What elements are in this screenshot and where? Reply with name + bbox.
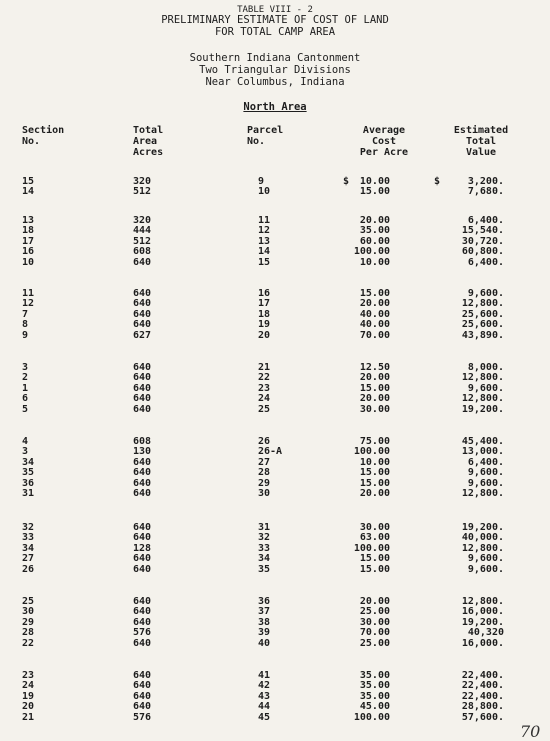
cell-cost: 70.00 [359, 627, 390, 639]
cell-area: 640 [133, 372, 152, 384]
cell-value: 8,000. [467, 362, 504, 373]
cell-sec: 16 [22, 246, 35, 258]
cell-area: 640 [133, 637, 152, 649]
cell-area: 640 [133, 393, 152, 405]
cell-parcel: 31 [258, 522, 271, 533]
cell-cost: 35.00 [359, 680, 390, 692]
cell-area: 640 [133, 680, 152, 692]
cell-cost: 45.00 [359, 701, 390, 713]
cell-cost: 10.00 [359, 456, 390, 468]
cell-parcel: 27 [258, 456, 271, 468]
col-header-value-line3: Value [465, 147, 497, 158]
cell-sec: 24 [22, 680, 35, 692]
cell-parcel: 44 [258, 701, 271, 713]
cell-area: 640 [133, 563, 152, 575]
cell-area: 608 [133, 246, 152, 258]
cell-area: 640 [133, 690, 152, 702]
cell-sec: 28 [22, 627, 35, 639]
col-header-area-line3: Acres [133, 147, 164, 158]
cell-area: 640 [133, 606, 152, 618]
cell-cost: 40.00 [359, 319, 390, 331]
cell-value: 12,800. [461, 596, 504, 607]
col-header-value [450, 125, 512, 158]
cell-area: 576 [133, 627, 152, 639]
cell-value: 6,400. [467, 256, 504, 268]
cell-cost: 20.00 [359, 298, 390, 310]
cell-sec: 1 [22, 382, 29, 394]
cell-cost: 30.00 [359, 616, 390, 628]
cell-sec: 34 [22, 542, 35, 554]
cell-parcel: 36 [258, 596, 271, 607]
cell-parcel: 17 [258, 298, 271, 310]
cell-area: 640 [133, 467, 152, 479]
cell-cost: 15.00 [359, 477, 390, 489]
cell-sec: 35 [22, 467, 35, 479]
cell-sec: 10 [22, 256, 35, 268]
cell-cost: 30.00 [359, 522, 390, 533]
cell-value: 12,800. [461, 542, 504, 554]
cell-sec: 8 [22, 319, 29, 331]
cell-cost: 100.00 [353, 542, 390, 554]
cell-parcel: 33 [258, 542, 271, 554]
cell-area: 640 [133, 256, 152, 268]
cell-value: 28,800. [461, 701, 504, 713]
cell-sec: 22 [22, 637, 35, 649]
cell-cost: 15.00 [359, 467, 390, 479]
cell-value: 43,890. [461, 329, 504, 341]
cell-sec: 13 [22, 215, 35, 226]
cell-parcel: 37 [258, 606, 271, 618]
cell-parcel: 15 [258, 256, 271, 268]
cell-area: 128 [133, 542, 152, 554]
cell-cost: 10.00 [359, 256, 390, 268]
cell-sec: 7 [22, 308, 29, 320]
cell-cost: 20.00 [359, 488, 390, 499]
cell-value: 22,400. [461, 690, 504, 702]
cell-sec: 33 [22, 532, 35, 544]
col-header-cost-line2: Cost [371, 136, 397, 147]
cell-value: 12,800. [461, 372, 504, 384]
cell-cost: 100.00 [353, 246, 390, 258]
cell-sec: 4 [22, 436, 29, 447]
cell-cost: 20.00 [359, 393, 390, 405]
cell-sec: 3 [22, 362, 29, 373]
col-header-area-line2: Area [133, 136, 158, 147]
cell-value: 13,000. [461, 446, 504, 458]
col-header-area [133, 125, 163, 158]
cell-sec: 2 [22, 372, 29, 384]
cell-parcel: 38 [258, 616, 271, 628]
cell-area: 640 [133, 532, 152, 544]
col-header-value-line1: Estimated [453, 125, 509, 136]
cell-area: 576 [133, 711, 152, 723]
cell-area: 640 [133, 616, 152, 628]
cell-value: 16,000. [461, 606, 504, 618]
cell-area: 320 [133, 176, 152, 187]
cell-sec: 23 [22, 670, 35, 681]
document-title: PRELIMINARY ESTIMATE OF COST OF LAND [161, 14, 389, 26]
cell-sec: 21 [22, 711, 35, 723]
cell-sec: 15 [22, 176, 35, 187]
cell-value: 30,720. [461, 235, 504, 247]
cell-sec: 29 [22, 616, 35, 628]
document-title-line2: FOR TOTAL CAMP AREA [214, 26, 336, 38]
cell-sec: 32 [22, 522, 35, 533]
col-header-parcel [247, 125, 283, 147]
cell-value: 57,600. [461, 711, 504, 723]
col-header-parcel-line1: Parcel [247, 125, 284, 136]
cell-cost: 35.00 [359, 670, 390, 681]
cell-sec: 20 [22, 701, 35, 713]
cell-cost: 10.00 [359, 176, 390, 187]
cell-sec: 5 [22, 403, 29, 415]
cell-parcel: 25 [258, 403, 271, 415]
cell-cost: 15.00 [359, 186, 390, 198]
col-header-cost-line3: Per Acre [359, 147, 409, 158]
cell-sec: 17 [22, 235, 35, 247]
table-number: TABLE VIII - 2 [237, 5, 313, 15]
cell-parcel: 16 [258, 288, 271, 299]
cell-value: 6,400. [467, 215, 504, 226]
cell-value: 25,600. [461, 319, 504, 331]
cell-area: 627 [133, 329, 152, 341]
cell-parcel: 30 [258, 488, 271, 499]
cell-parcel: 32 [258, 532, 271, 544]
cell-cost: 20.00 [359, 372, 390, 384]
cell-parcel: 19 [258, 319, 271, 331]
cell-value: 15,540. [461, 225, 504, 237]
cell-cost: 40.00 [359, 308, 390, 320]
cell-parcel: 12 [258, 225, 271, 237]
cell-area: 640 [133, 670, 152, 681]
cell-cost: 35.00 [359, 690, 390, 702]
cell-cost: 35.00 [359, 225, 390, 237]
cell-area: 444 [133, 225, 152, 237]
cell-area: 130 [133, 446, 152, 458]
cell-area: 512 [133, 186, 152, 198]
cell-area: 640 [133, 403, 152, 415]
cell-area: 640 [133, 288, 152, 299]
cell-area: 640 [133, 456, 152, 468]
cell-value: 25,600. [461, 308, 504, 320]
cell-parcel: 21 [258, 362, 271, 373]
cell-parcel: 14 [258, 246, 271, 258]
cell-sec: 9 [22, 329, 29, 341]
cell-value: 9,600. [467, 477, 504, 489]
cell-cost: 15.00 [359, 382, 390, 394]
page-number: 70 [520, 722, 541, 741]
cell-area: 640 [133, 319, 152, 331]
cell-value: 12,800. [461, 393, 504, 405]
cell-value: 19,200. [461, 616, 504, 628]
cell-parcel: 40 [258, 637, 271, 649]
cell-parcel: 24 [258, 393, 271, 405]
cell-cost: 20.00 [359, 215, 390, 226]
cell-value: 22,400. [461, 680, 504, 692]
cell-sec: 27 [22, 553, 35, 565]
cell-sec: 6 [22, 393, 29, 405]
divisions-note: Two Triangular Divisions [199, 64, 351, 76]
col-header-section [22, 125, 64, 147]
col-header-cost-line1: Average [362, 125, 406, 136]
cell-cost: 25.00 [359, 637, 390, 649]
cell-parcel: 26 [258, 436, 271, 447]
cell-area: 640 [133, 522, 152, 533]
cell-parcel: 45 [258, 711, 271, 723]
cell-parcel: 41 [258, 670, 271, 681]
cell-sec: 26 [22, 563, 35, 575]
cell-value: 12,800. [461, 298, 504, 310]
cell-parcel: 26-A [258, 446, 283, 458]
cell-sec: 19 [22, 690, 35, 702]
cell-value: 9,600. [467, 288, 504, 299]
dollar-sign-cost: $ [343, 176, 350, 187]
col-header-value-line2: Total [465, 136, 497, 147]
location-name: Southern Indiana Cantonment [189, 52, 361, 64]
cell-value: 22,400. [461, 670, 504, 681]
cell-value: 6,400. [467, 456, 504, 468]
cell-value: 9,600. [467, 563, 504, 575]
cell-cost: 60.00 [359, 235, 390, 247]
cell-parcel: 22 [258, 372, 271, 384]
cell-cost: 75.00 [359, 436, 390, 447]
cell-value: 9,600. [467, 467, 504, 479]
cell-value: 19,200. [461, 403, 504, 415]
cell-cost: 20.00 [359, 596, 390, 607]
cell-sec: 34 [22, 456, 35, 468]
cell-sec: 31 [22, 488, 35, 499]
cell-value: 7,680. [467, 186, 504, 198]
cell-cost: 100.00 [353, 446, 390, 458]
cell-area: 640 [133, 596, 152, 607]
cell-parcel: 39 [258, 627, 271, 639]
cell-sec: 36 [22, 477, 35, 489]
cell-sec: 12 [22, 298, 35, 310]
cell-area: 640 [133, 477, 152, 489]
cell-cost: 70.00 [359, 329, 390, 341]
cell-cost: 25.00 [359, 606, 390, 618]
cell-value: 40,000. [461, 532, 504, 544]
cell-cost: 100.00 [353, 711, 390, 723]
col-header-section-line1: Section [22, 125, 65, 136]
cell-sec: 25 [22, 596, 35, 607]
cell-value: 45,400. [461, 436, 504, 447]
dollar-sign-value: $ [434, 176, 441, 187]
cell-parcel: 43 [258, 690, 271, 702]
cell-value: 9,600. [467, 382, 504, 394]
cell-value: 3,200. [467, 176, 504, 187]
cell-parcel: 35 [258, 563, 271, 575]
area-heading: North Area [243, 101, 307, 113]
location-place: Near Columbus, Indiana [205, 76, 345, 88]
cell-area: 640 [133, 382, 152, 394]
cell-parcel: 13 [258, 235, 271, 247]
cell-area: 640 [133, 298, 152, 310]
cell-cost: 30.00 [359, 403, 390, 415]
col-header-cost [354, 125, 414, 158]
cell-parcel: 18 [258, 308, 271, 320]
cell-cost: 63.00 [359, 532, 390, 544]
cell-parcel: 42 [258, 680, 271, 692]
col-header-area-line1: Total [133, 125, 164, 136]
cell-sec: 14 [22, 186, 35, 198]
col-header-parcel-line2: No. [247, 136, 266, 147]
cell-parcel: 29 [258, 477, 271, 489]
cell-parcel: 10 [258, 186, 271, 198]
cell-sec: 11 [22, 288, 35, 299]
cell-parcel: 28 [258, 467, 271, 479]
cell-value: 12,800. [461, 488, 504, 499]
cell-sec: 30 [22, 606, 35, 618]
cell-area: 640 [133, 488, 152, 499]
cell-parcel: 20 [258, 329, 271, 341]
cell-cost: 15.00 [359, 553, 390, 565]
cell-area: 640 [133, 308, 152, 320]
cell-cost: 15.00 [359, 563, 390, 575]
cell-cost: 12.50 [359, 362, 390, 373]
col-header-section-line2: No. [22, 136, 41, 147]
cell-area: 640 [133, 701, 152, 713]
cell-value: 19,200. [461, 522, 504, 533]
cell-area: 608 [133, 436, 152, 447]
cell-area: 512 [133, 235, 152, 247]
cell-sec: 3 [22, 446, 29, 458]
cell-parcel: 23 [258, 382, 271, 394]
cell-area: 640 [133, 553, 152, 565]
cell-parcel: 34 [258, 553, 271, 565]
cell-value: 9,600. [467, 553, 504, 565]
cell-value: 16,000. [461, 637, 504, 649]
cell-area: 640 [133, 362, 152, 373]
cell-value: 40,320 [467, 627, 504, 639]
cell-parcel: 11 [258, 215, 271, 226]
cell-cost: 15.00 [359, 288, 390, 299]
cell-sec: 18 [22, 225, 35, 237]
cell-value: 60,800. [461, 246, 504, 258]
cell-parcel: 9 [258, 176, 265, 187]
cell-area: 320 [133, 215, 152, 226]
